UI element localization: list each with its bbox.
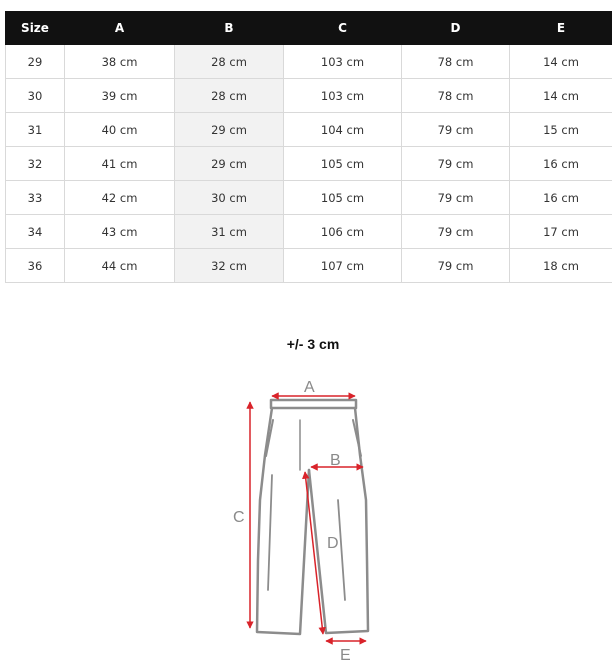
cell-a: 40 cm bbox=[65, 113, 175, 147]
cell-e: 14 cm bbox=[510, 79, 612, 113]
cell-d: 79 cm bbox=[402, 181, 510, 215]
cell-e: 16 cm bbox=[510, 147, 612, 181]
table-row bbox=[6, 215, 612, 249]
table-row bbox=[6, 147, 612, 181]
cell-c: 104 cm bbox=[284, 113, 402, 147]
cell-c: 106 cm bbox=[284, 215, 402, 249]
cell-b: 29 cm bbox=[175, 113, 284, 147]
waistband bbox=[271, 400, 356, 408]
cell-c: 105 cm bbox=[284, 181, 402, 215]
cell-e: 14 cm bbox=[510, 45, 612, 79]
header-b: B bbox=[175, 12, 284, 45]
cell-size: 30 bbox=[6, 79, 65, 113]
cell-size: 34 bbox=[6, 215, 65, 249]
table-row bbox=[6, 249, 612, 283]
cell-d: 78 cm bbox=[402, 45, 510, 79]
table-row bbox=[6, 113, 612, 147]
left-leg bbox=[257, 408, 309, 634]
cell-d: 79 cm bbox=[402, 113, 510, 147]
cell-size: 36 bbox=[6, 249, 65, 283]
cell-size: 32 bbox=[6, 147, 65, 181]
table-row bbox=[6, 45, 612, 79]
header-d: D bbox=[402, 12, 510, 45]
cell-d: 79 cm bbox=[402, 147, 510, 181]
cell-a: 41 cm bbox=[65, 147, 175, 181]
header-a: A bbox=[65, 12, 175, 45]
cell-b: 31 cm bbox=[175, 215, 284, 249]
right-crease bbox=[338, 500, 345, 600]
cell-a: 44 cm bbox=[65, 249, 175, 283]
cell-b: 30 cm bbox=[175, 181, 284, 215]
label-e: E bbox=[340, 647, 351, 664]
cell-c: 107 cm bbox=[284, 249, 402, 283]
cell-a: 38 cm bbox=[65, 45, 175, 79]
pants-measurement-diagram bbox=[200, 360, 400, 666]
cell-size: 29 bbox=[6, 45, 65, 79]
table-row bbox=[6, 79, 612, 113]
header-e: E bbox=[510, 12, 612, 45]
header-c: C bbox=[284, 12, 402, 45]
cell-b: 28 cm bbox=[175, 45, 284, 79]
label-c: C bbox=[233, 509, 245, 526]
cell-d: 79 cm bbox=[402, 249, 510, 283]
cell-e: 16 cm bbox=[510, 181, 612, 215]
cell-b: 29 cm bbox=[175, 147, 284, 181]
label-b: B bbox=[330, 452, 341, 469]
cell-e: 18 cm bbox=[510, 249, 612, 283]
cell-a: 43 cm bbox=[65, 215, 175, 249]
cell-d: 78 cm bbox=[402, 79, 510, 113]
label-a: A bbox=[304, 379, 315, 396]
cell-d: 79 cm bbox=[402, 215, 510, 249]
cell-e: 15 cm bbox=[510, 113, 612, 147]
right-leg bbox=[309, 408, 368, 633]
left-crease bbox=[268, 475, 272, 590]
cell-size: 31 bbox=[6, 113, 65, 147]
tolerance-note: +/- 3 cm bbox=[286, 336, 340, 352]
cell-b: 32 cm bbox=[175, 249, 284, 283]
pants-outline bbox=[257, 400, 368, 634]
cell-size: 33 bbox=[6, 181, 65, 215]
cell-b: 28 cm bbox=[175, 79, 284, 113]
cell-c: 103 cm bbox=[284, 45, 402, 79]
label-d: D bbox=[327, 535, 339, 552]
cell-c: 105 cm bbox=[284, 147, 402, 181]
cell-e: 17 cm bbox=[510, 215, 612, 249]
table-header-row bbox=[6, 12, 612, 45]
size-table bbox=[5, 11, 612, 283]
table-row bbox=[6, 181, 612, 215]
measure-d-arrow bbox=[305, 472, 323, 634]
header-size: Size bbox=[6, 12, 65, 45]
cell-a: 42 cm bbox=[65, 181, 175, 215]
cell-a: 39 cm bbox=[65, 79, 175, 113]
cell-c: 103 cm bbox=[284, 79, 402, 113]
